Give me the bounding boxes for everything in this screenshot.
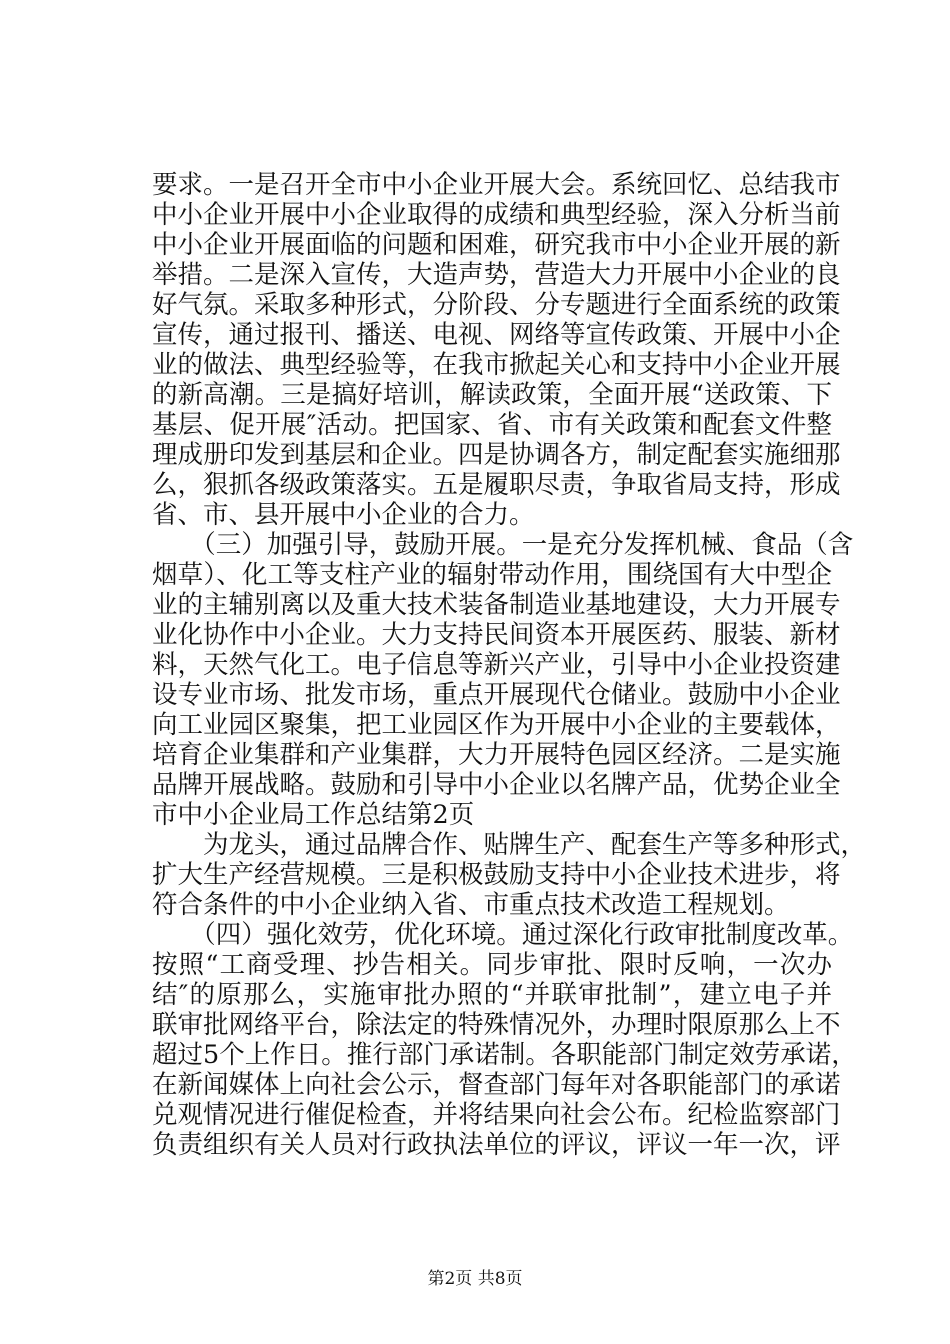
text-line: 省、市、县开展中小企业的合力。 (152, 500, 535, 530)
text-line: 在新闻媒体上向社会公示，督查部门每年对各职能部门的承诺 (152, 1070, 841, 1100)
text-line: 培育企业集群和产业集群，大力开展特色园区经济。二是实施 (152, 740, 841, 770)
text-line: 宣传，通过报刊、播送、电视、网络等宣传政策、开展中小企 (152, 320, 841, 350)
text-line: 市中小企业局工作总结第2页 (152, 800, 475, 830)
text-line: 兑观情况进行催促检查，并将结果向社会公布。纪检监察部门 (152, 1100, 841, 1130)
text-line: 为龙头，通过品牌合作、贴牌生产、配套生产等多种形式， (152, 830, 867, 860)
text-line: 要求。一是召开全市中小企业开展大会。系统回忆、总结我市 (152, 170, 841, 200)
text-line: 好气氛。采取多种形式，分阶段、分专题进行全面系统的政策 (152, 290, 841, 320)
text-line: 超过5个上作日。推行部门承诺制。各职能部门制定效劳承诺， (152, 1040, 857, 1070)
text-line: 烟草）、化工等支柱产业的辐射带动作用，围绕国有大中型企 (152, 560, 832, 590)
page-footer (0, 1268, 950, 1290)
text-line: 业化协作中小企业。大力支持民间资本开展医药、服装、新材 (152, 620, 841, 650)
text-line: 设专业市场、批发市场，重点开展现代仓储业。鼓励中小企业 (152, 680, 841, 710)
text-line: 业的主辅别离以及重大技术装备制造业基地建设，大力开展专 (152, 590, 841, 620)
text-line: 联审批网络平台，除法定的特殊情况外，办理时限原那么上不 (152, 1010, 841, 1040)
text-line: 负责组织有关人员对行政执法单位的评议，评议一年一次，评 (152, 1130, 841, 1160)
page-number-label: 第2页 共8页 (427, 1269, 523, 1289)
text-line: 基层、促开展″活动。把国家、省、市有关政策和配套文件整 (152, 410, 832, 440)
text-line: 结″的原那么，实施审批办照的“并联审批制”，建立电子并 (152, 980, 832, 1010)
text-line: 扩大生产经营规模。三是积极鼓励支持中小企业技术进步，将 (152, 860, 841, 890)
text-line: 料，天然气化工。电子信息等新兴产业，引导中小企业投资建 (152, 650, 841, 680)
text-line: 的新高潮。三是搞好培训，解读政策，全面开展“送政策、下 (152, 380, 832, 410)
document-body (152, 170, 867, 1160)
text-line: 按照“工商受理、抄告相关。同步审批、限时反响，一次办 (152, 950, 832, 980)
text-line: 业的做法、典型经验等，在我市掀起关心和支持中小企业开展 (152, 350, 841, 380)
text-line: 向工业园区聚集，把工业园区作为开展中小企业的主要载体， (152, 710, 841, 740)
text-line: 中小企业开展中小企业取得的成绩和典型经验，深入分析当前 (152, 200, 841, 230)
text-line: 么，狠抓各级政策落实。五是履职尽责，争取省局支持，形成 (152, 470, 841, 500)
text-line: 举措。二是深入宣传，大造声势，营造大力开展中小企业的良 (152, 260, 841, 290)
text-line: 符合条件的中小企业纳入省、市重点技术改造工程规划。 (152, 890, 790, 920)
paragraph-heading-line: （三）加强引导，鼓励开展。一是充分发挥机械、食品（含 (152, 530, 854, 560)
text-line: 品牌开展战略。鼓励和引导中小企业以名牌产品，优势企业全 (152, 770, 841, 800)
paragraph-heading-line: （四）强化效劳，优化环境。通过深化行政审批制度改革。 (152, 920, 854, 950)
text-line: 理成册印发到基层和企业。四是协调各方，制定配套实施细那 (152, 440, 841, 470)
text-line: 中小企业开展面临的问题和困难，研究我市中小企业开展的新 (152, 230, 841, 260)
